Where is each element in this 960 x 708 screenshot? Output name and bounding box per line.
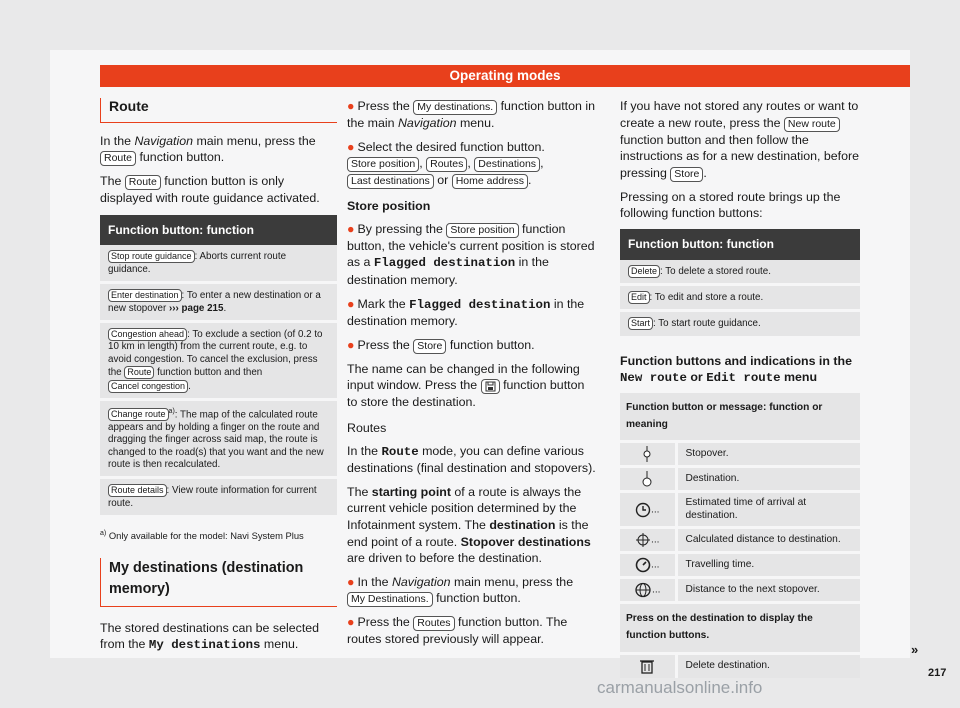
paragraph: The name can be changed in the following input window. Press the function button to store the destination. bbox=[347, 361, 585, 410]
page-header: Operating modes bbox=[100, 65, 910, 87]
timer-icon bbox=[635, 560, 651, 571]
table-row: ... Travelling time. bbox=[620, 553, 860, 578]
destination-pin-icon bbox=[640, 474, 654, 485]
paragraph: Pressing on a stored route brings up the following function buttons: bbox=[620, 189, 841, 221]
table-header: Function button: function bbox=[620, 229, 860, 260]
footnote: $^{a)}$ Only available for the model: Navi System Plus bbox=[100, 530, 304, 542]
last-destinations-button: Last destinations bbox=[347, 174, 434, 189]
route-button: Route bbox=[125, 175, 161, 190]
table-row: Edit : To edit and store a route. bbox=[620, 284, 860, 310]
store-position-button: Store position bbox=[446, 223, 518, 238]
manual-page bbox=[50, 50, 947, 679]
paragraph: The starting point of a route is always the current vehicle position determined by the Infotainment system. The destination is the end point of a route. Stopover destinations are driven to before the destination. bbox=[347, 484, 591, 566]
page-number: 217 bbox=[928, 667, 947, 679]
section-title-my-destinations: My destinations (destination memory) bbox=[100, 558, 337, 607]
subheading-routes: Routes bbox=[347, 420, 387, 435]
table-row: Delete destination. bbox=[620, 653, 860, 678]
route-button: Route bbox=[124, 366, 154, 379]
bullet-item: ● Press the My destinations. function button in the main Navigation menu. bbox=[347, 99, 595, 130]
congestion-ahead-button: Congestion ahead bbox=[108, 328, 187, 341]
my-destinations-button: My Destinations. bbox=[347, 592, 433, 607]
table-2-title: Function buttons and indications in the New route or Edit route menu bbox=[620, 353, 852, 386]
subheading-store-position: Store position bbox=[347, 199, 431, 214]
bullet-item: ● Press the Routes function button. The routes stored previously will appear. bbox=[347, 615, 568, 647]
column-3 bbox=[620, 98, 860, 678]
table-row: ... Distance to the next stopover. bbox=[620, 578, 860, 603]
table-row: ... Estimated time of arrival at destination. bbox=[620, 492, 860, 528]
bullet-item: ● In the Navigation main menu, press the My Destinations. function button. bbox=[347, 574, 574, 606]
paragraph: The Route function button is only displayed with route guidance activated. bbox=[100, 174, 320, 206]
table-subheader: Press on the destination to display the function buttons. bbox=[620, 603, 860, 653]
store-button: Store bbox=[413, 339, 446, 354]
edit-button: Edit bbox=[628, 291, 650, 304]
function-table bbox=[100, 215, 337, 518]
table-row: Stopover. bbox=[620, 442, 860, 467]
watermark: carmanualsonline.info bbox=[597, 678, 763, 697]
table-row: Change route $^{a)}$: The map of the calculated route appears and by holding a finger on the route and dragging the finger across said map, the route is changed to the road(s) that you want and the new route is then recalculated. bbox=[100, 400, 337, 478]
route-button: Route bbox=[100, 151, 136, 166]
table-row: Stop route guidance : Aborts current route guidance. bbox=[100, 245, 337, 282]
destinations-button: Destinations bbox=[474, 157, 540, 172]
my-destinations-button: My destinations. bbox=[413, 100, 497, 115]
icon-table bbox=[620, 393, 860, 678]
stopover-pin-icon bbox=[641, 449, 653, 460]
table-row: Start : To start route guidance. bbox=[620, 311, 860, 337]
stop-route-guidance-button: Stop route guidance bbox=[108, 250, 195, 263]
column-1 bbox=[100, 98, 337, 661]
table-row: Destination. bbox=[620, 467, 860, 492]
paragraph: In the Navigation main menu, press the Route function button. bbox=[100, 133, 316, 165]
bullet-item: ● Press the Store function button. bbox=[347, 337, 535, 352]
paragraph: In the Route mode, you can define various destinations (final destination and stopovers). bbox=[347, 443, 596, 476]
table-header: Function button: function bbox=[100, 215, 337, 246]
column-2 bbox=[347, 98, 597, 655]
paragraph: If you have not stored any routes or want to create a new route, press the New route function button and then follow the instructions as for a new destination, before pressing Store . bbox=[620, 99, 859, 180]
table-row: Congestion ahead : To exclude a section (of 0.2 to 10 km in length) from the current route, e.g. to avoid congestion. To cancel the exclusion, press the Route function button and then Cancel congestion . bbox=[100, 322, 337, 400]
paragraph: The stored destinations can be selected from the My destinations menu. bbox=[100, 620, 320, 653]
new-route-button: New route bbox=[784, 117, 840, 132]
cancel-congestion-button: Cancel congestion bbox=[108, 380, 188, 393]
function-table bbox=[620, 229, 860, 339]
table-row: Route details : View route information for current route. bbox=[100, 478, 337, 517]
enter-destination-button: Enter destination bbox=[108, 289, 182, 302]
distance-icon bbox=[635, 535, 651, 546]
table-row: ... Calculated distance to destination. bbox=[620, 528, 860, 553]
clock-icon bbox=[635, 504, 651, 515]
trash-icon bbox=[639, 661, 655, 672]
section-title-route: Route bbox=[100, 98, 337, 123]
home-address-button: Home address bbox=[452, 174, 528, 189]
globe-icon bbox=[634, 585, 652, 596]
routes-button: Routes bbox=[426, 157, 467, 172]
save-icon bbox=[481, 379, 500, 394]
bullet-item: ● By pressing the Store position function button, the vehicle's current position is stored as a Flagged destination in the destination memory. bbox=[347, 221, 595, 287]
change-route-button: Change route bbox=[108, 408, 169, 421]
delete-button: Delete bbox=[628, 265, 660, 278]
table-row: Enter destination : To enter a new destination or a new stopover ››› page 215. bbox=[100, 283, 337, 322]
table-header: Function button or message: function or meaning bbox=[620, 393, 860, 442]
continue-mark: » bbox=[911, 642, 919, 657]
bullet-item: ● Select the desired function button. Store position , Routes , Destinations , Last destinations or Home address . bbox=[347, 139, 545, 188]
bullet-item: ● Mark the Flagged destination in the destination memory. bbox=[347, 296, 585, 329]
store-button: Store bbox=[670, 167, 703, 182]
start-button: Start bbox=[628, 317, 653, 330]
route-details-button: Route details bbox=[108, 484, 167, 497]
routes-button: Routes bbox=[413, 616, 454, 631]
table-row: Delete : To delete a stored route. bbox=[620, 260, 860, 285]
store-position-button: Store position bbox=[347, 157, 419, 172]
